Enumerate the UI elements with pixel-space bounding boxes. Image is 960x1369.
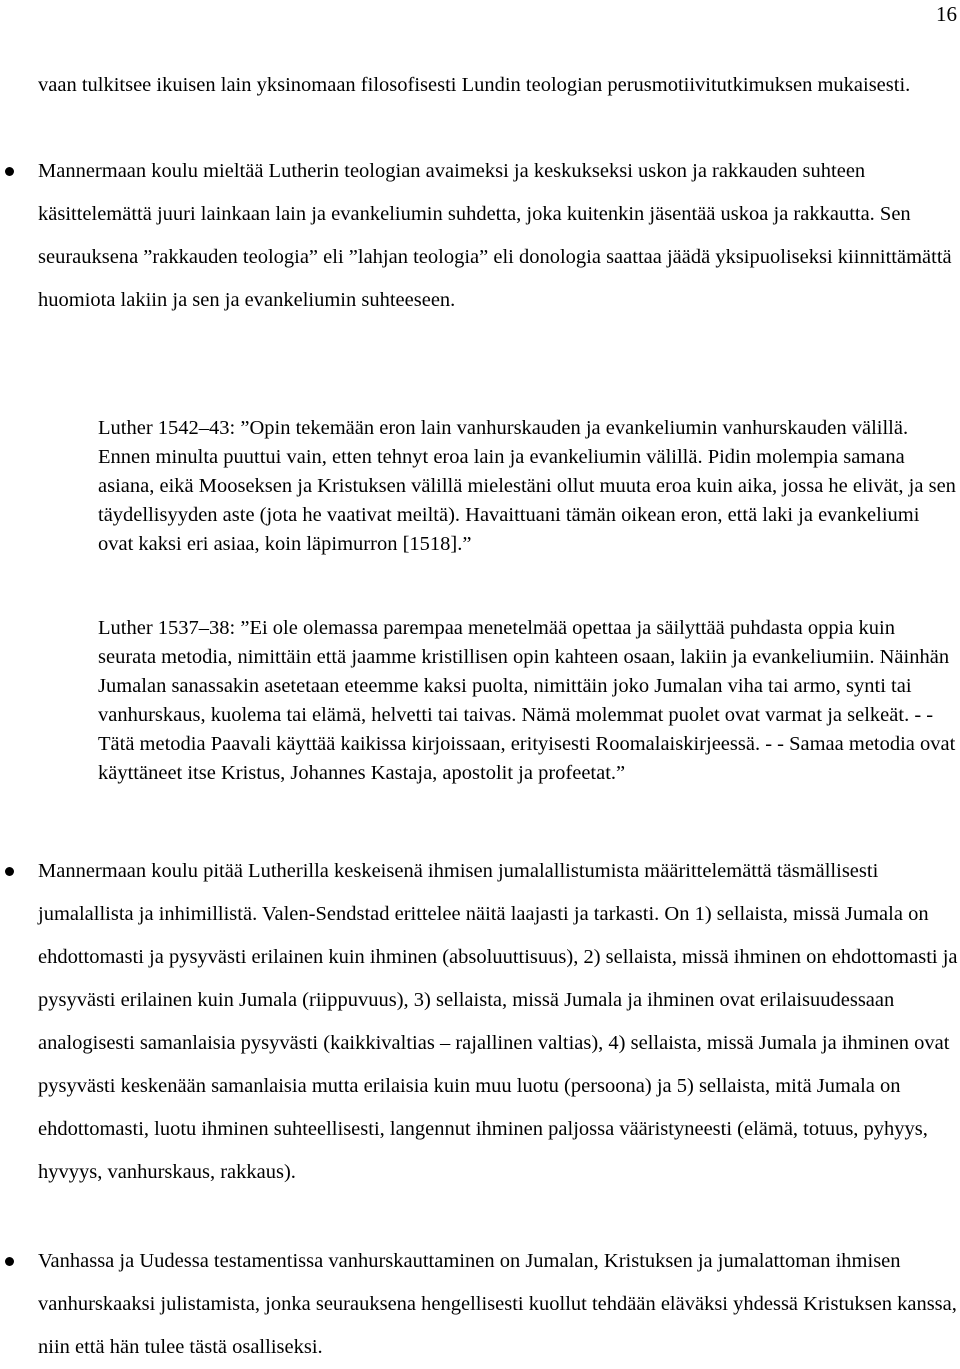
continuation-paragraph: vaan tulkitsee ikuisen lain yksinomaan filosofisesti Lundin teologian perusmotiivitutkimuksen mukaisesti. — [38, 74, 911, 96]
bullet-icon — [5, 167, 14, 176]
page-number: 16 — [936, 2, 957, 26]
luther-quote-1537: Luther 1537–38: ”Ei ole olemassa parempaa menetelmää opettaa ja säilyttää puhdasta oppia kuin seurata metodia, nimittäin että jaamme kristillisen opin kahteen osaan, lakiin ja evankeliumiin. Näinhän Jumalan sanassakin asetetaan eteemme kaksi puolta, nimittäin joko Jumalan viha tai armo, synti tai vanhurskaus, kuolema tai elämä, helvetti tai taivas. Nämä molemmat puolet ovat varmat ja selkeät. - - Tätä metodia Paavali käyttää kaikissa kirjoissaan, erityisesti Roomalaiskirjeessä. - - Samaa metodia ovat käyttäneet itse Kristus, Johannes Kastaja, apostolit ja profeetat.” — [98, 617, 956, 784]
bullet-item-3 — [38, 1240, 958, 1369]
bullet-icon — [5, 1257, 14, 1266]
luther-quote-1542: Luther 1542–43: ”Opin tekemään eron lain vanhurskauden ja evankeliumin vanhurskauden välillä. Ennen minulta puuttui vain, etten tehnyt eroa lain ja evankeliumin välillä. Pidin molempia samana asiana, eikä Mooseksen ja Kristuksen välillä mielestäni ollut muuta eroa kuin aika, jossa he elivät, ja sen täydellisyyden aste (jota he vaativat meiltä). Havaittuani tämän oikean eron, että laki ja evankeliumi ovat kaksi eri asiaa, koin läpimurron [1518].” — [98, 417, 956, 555]
bullet-text: Vanhassa ja Uudessa testamentissa vanhurskauttaminen on Jumalan, Kristuksen ja jumalattoman ihmisen vanhurskaaksi julistamista, jonka seurauksena hengellisesti kuollut tehdään eläväksi yhdessä Kristuksen kanssa, niin että hän tulee tästä osalliseksi. — [38, 1250, 957, 1358]
bullet-text: Mannermaan koulu pitää Lutherilla keskeisenä ihmisen jumalallistumista määrittelemättä täsmällisesti jumalallista ja inhimillistä. Valen-Sendstad erittelee näitä laajasti ja tarkasti. On 1) sellaista, missä Jumala on ehdottomasti ja pysyvästi erilainen kuin ihminen (absoluuttisuus), 2) sellaista, missä ihminen on ehdottomasti ja pysyvästi erilainen kuin Jumala (riippuvuus), 3) sellaista, missä Jumala ja ihminen ovat erilaisuudessaan analogisesti samanlaisia pysyvästi (kaikkivaltias – rajallinen valtias), 4) sellaista, missä Jumala ja ihminen ovat pysyvästi keskenään samanlaisia mutta erilaisia kuin muu luotu (persoona) ja 5) sellaista, mitä Jumala on ehdottomasti, luotu ihminen suhteellisesti, langennut ihminen paljossa vääristyneesti (elämä, totuus, pyhyys, hyvyys, vanhurskaus, rakkaus). — [38, 860, 958, 1183]
bullet-item-2 — [38, 850, 958, 1194]
bullet-item-1 — [38, 150, 958, 322]
bullet-text: Mannermaan koulu mieltää Lutherin teologian avaimeksi ja keskukseksi uskon ja rakkauden suhteen käsittelemättä juuri lainkaan lain ja evankeliumin suhdetta, joka kuitenkin jäsentää uskoa ja rakkautta. Sen seurauksena ”rakkauden teologia” eli ”lahjan teologia” eli donologia saattaa jäädä yksipuoliseksi kiinnittämättä huomiota lakiin ja sen ja evankeliumin suhteeseen. — [38, 160, 952, 311]
bullet-icon — [5, 867, 14, 876]
